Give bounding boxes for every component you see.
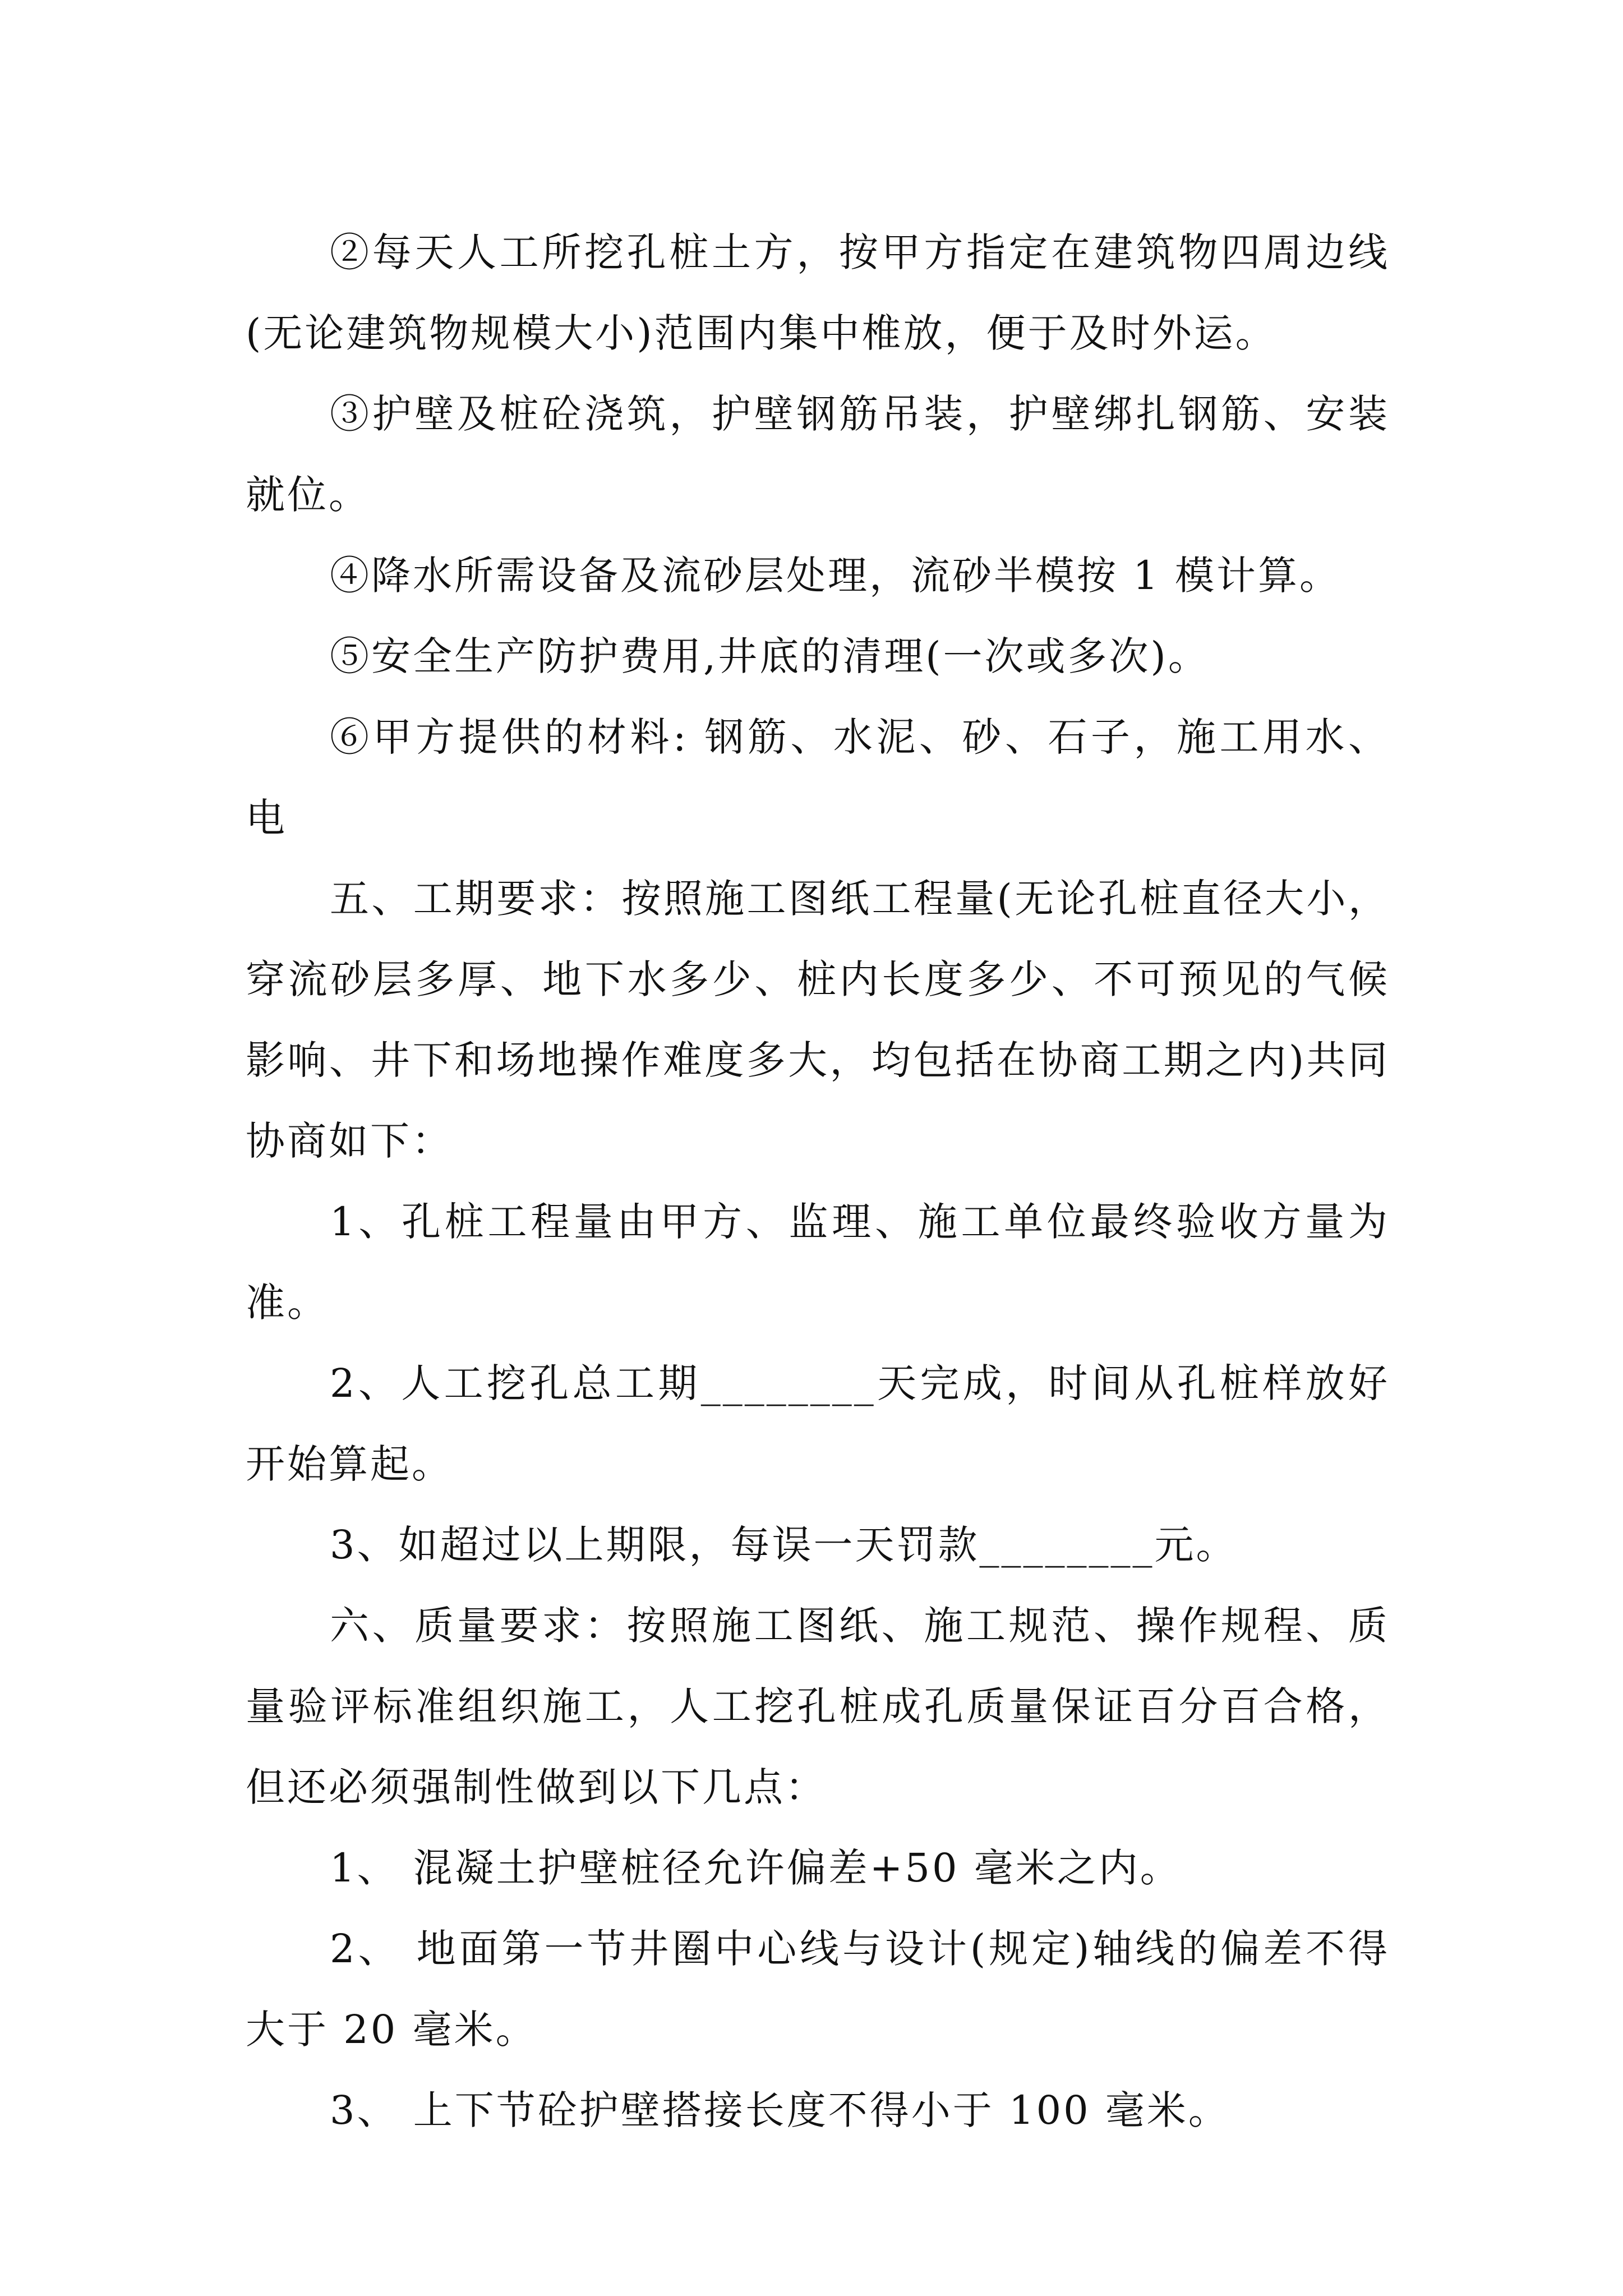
paragraph-item-3: ③护壁及桩砼浇筑，护壁钢筋吊装，护壁绑扎钢筋、安装就位。 xyxy=(246,391,1390,518)
quality-item-1: 1、 混凝土护壁桩径允许偏差+50 毫米之内。 xyxy=(330,1845,1182,1891)
paragraph-item-2: ②每天人工所挖孔桩土方，按甲方指定在建筑物四周边线(无论建筑物规模大小)范围内集中椎放，便于及时外运。 xyxy=(246,229,1390,356)
paragraph-item-4: ④降水所需设备及流砂层处理，流砂半模按 1 模计算。 xyxy=(330,553,1341,599)
section-six-quality: 六、质量要求：按照施工图纸、施工规范、操作规程、质量验评标准组织施工，人工挖孔桩成孔质量保证百分百合格，但还必须强制性做到以下几点： xyxy=(246,1603,1390,1810)
schedule-item-3: 3、如超过以上期限，每误一天罚款________元。 xyxy=(330,1522,1238,1568)
schedule-item-2: 2、人工挖孔总工期________天完成，时间从孔桩样放好开始算起。 xyxy=(246,1360,1390,1487)
schedule-item-1: 1、孔桩工程量由甲方、监理、施工单位最终验收方量为准。 xyxy=(246,1199,1390,1326)
document-body xyxy=(246,212,1390,2151)
section-five-schedule: 五、工期要求：按照施工图纸工程量(无论孔桩直径大小，穿流砂层多厚、地下水多少、桩内长度多少、不可预见的气候影响、井下和场地操作难度多大，均包括在协商工期之内)共同协商如下： xyxy=(246,876,1390,1164)
quality-item-3: 3、 上下节砼护壁搭接长度不得小于 100 毫米。 xyxy=(330,2087,1230,2133)
paragraph-item-6: ⑥甲方提供的材料: 钢筋、水泥、砂、石子，施工用水、电 xyxy=(246,714,1390,841)
quality-item-2: 2、 地面第一节井圈中心线与设计(规定)轴线的偏差不得大于 20 毫米。 xyxy=(246,1926,1390,2053)
paragraph-item-5: ⑤安全生产防护费用,井底的清理(一次或多次)。 xyxy=(330,633,1210,679)
